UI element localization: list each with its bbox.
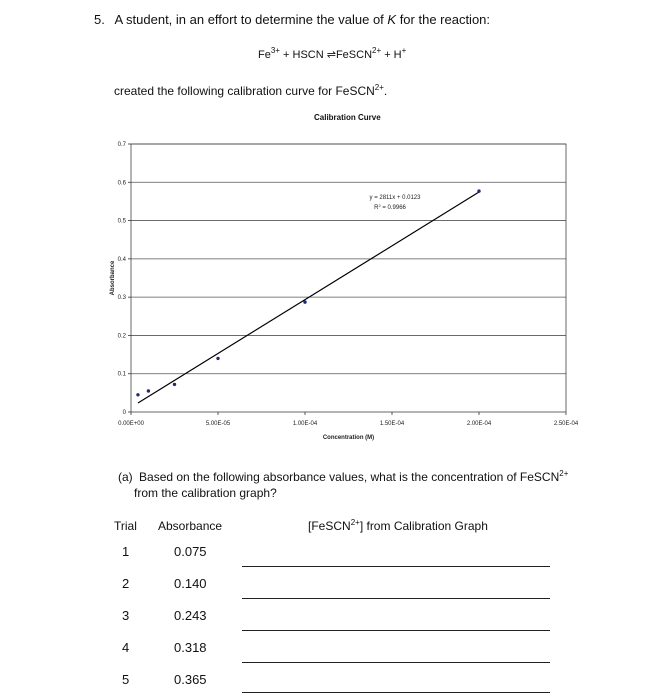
chart-grid [131, 144, 566, 374]
reaction-equation: $Fe^{3+}$ + HSCN ⇌FeSCN$^{2+}$ + H+ [258, 46, 407, 61]
x-tick-label: 0.00E+00 [118, 421, 144, 427]
y-tick-label: 0 [122, 410, 126, 416]
header-absorbance: Absorbance [158, 519, 223, 533]
chart-labels [110, 195, 421, 441]
absorbance-value: 0.318 [174, 640, 207, 655]
plot-area-border [131, 144, 566, 412]
trendline-equation: y = 2811x + 0.0123 [369, 195, 421, 201]
x-tick-label: 1.50E-04 [379, 421, 405, 427]
answer-blank[interactable] [242, 692, 550, 693]
y-tick-label: 0.6 [117, 180, 126, 187]
trendline-r-squared: $R^2 = 0.9966$ [374, 203, 406, 211]
question-number: 5. [94, 12, 105, 27]
equilibrium-arrow-icon: ⇌ [326, 49, 336, 61]
data-point [173, 383, 176, 386]
chart-title: Calibration Curve [314, 113, 381, 122]
data-point [303, 300, 306, 303]
header-trial: Trial [114, 519, 137, 533]
trial-number: 4 [122, 640, 130, 655]
calibration-chart [90, 128, 650, 450]
y-tick-label: 0.2 [117, 333, 126, 340]
absorbance-value: 0.075 [174, 544, 207, 559]
x-tick-label: 1.00E-04 [292, 421, 318, 427]
part-a-line2: from the calibration graph? [134, 486, 277, 500]
question-prompt: 5. A student, in an effort to determine the value of K for the reaction: [94, 12, 491, 27]
y-tick-label: 0.5 [117, 218, 126, 225]
data-point [216, 357, 219, 360]
y-tick-label: 0.3 [117, 295, 126, 302]
answer-blank[interactable] [242, 598, 550, 599]
header-concentration: [FeSCN$^{2+}$] from Calibration Graph [308, 518, 488, 533]
absorbance-value: 0.140 [174, 576, 207, 591]
data-point [147, 389, 150, 392]
chart-axes [131, 144, 566, 412]
part-a-line1: (a) Based on the following absorbance values, what is the concentration of FeSCN$^{2+}$ [118, 469, 569, 484]
trial-number: 2 [122, 576, 130, 591]
data-point [477, 189, 480, 192]
absorbance-value: 0.243 [174, 608, 207, 623]
x-tick-label: 5.00E-05 [205, 421, 231, 427]
trial-number: 1 [122, 544, 130, 559]
chart-ticks [118, 142, 579, 427]
trial-number: 3 [122, 608, 130, 623]
answer-blank[interactable] [242, 630, 550, 631]
answer-blank[interactable] [242, 566, 550, 567]
absorbance-value: 0.365 [174, 672, 207, 687]
part-a-label: (a) [118, 470, 133, 484]
y-tick-label: 0.4 [117, 256, 126, 263]
k-symbol: K [387, 12, 397, 27]
y-tick-label: 0.7 [117, 142, 126, 148]
data-point [136, 393, 139, 396]
x-tick-label: 2.50E-04 [553, 421, 579, 427]
curve-intro: created the following calibration curve for FeSCN$^{2+}$. [114, 83, 388, 98]
answer-blank[interactable] [242, 662, 550, 663]
y-axis-title: Absorbance [110, 260, 116, 296]
y-tick-label: 0.1 [117, 371, 126, 378]
trial-number: 5 [122, 672, 130, 687]
x-axis-title: Concentration (M) [322, 435, 375, 441]
x-tick-label: 2.00E-04 [466, 421, 492, 427]
